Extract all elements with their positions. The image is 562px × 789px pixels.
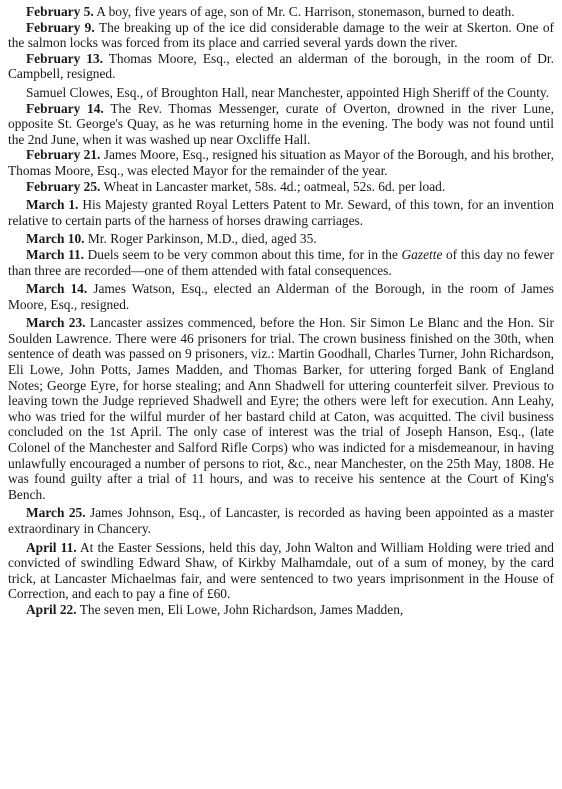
entry-feb-25: [8, 179, 554, 195]
entry-feb-13: [8, 51, 554, 82]
entry-date: March 11.: [26, 246, 84, 262]
entry-mar-1: [8, 197, 554, 228]
entry-date: April 22.: [26, 601, 77, 617]
entry-date: March 14.: [26, 281, 88, 297]
entry-date: April 11.: [26, 539, 77, 555]
entry-apr-22: [8, 602, 554, 618]
entry-text-before: Duels seem to be very common about this time, for in the: [87, 246, 402, 262]
entry-text: Mr. Roger Parkinson, M.D., died, aged 35.: [87, 231, 317, 247]
entry-text: The Rev. Thomas Messenger, curate of Overton, drowned in the river Lune, opposite St. George's Quay, as he was returning home in the evening. The body was not found until the 2nd June, when it was washed up near Oxcliffe Hall.: [8, 100, 555, 147]
gazette-italic: Gazette: [401, 246, 443, 262]
entry-date: March 10.: [26, 231, 85, 247]
entry-date: March 25.: [26, 505, 86, 521]
entry-date: February 5.: [26, 4, 94, 19]
entry-text: Wheat in Lancaster market, 58s. 4d.; oatmeal, 52s. 6d. per load.: [103, 178, 446, 194]
entry-feb-9: [8, 20, 554, 51]
entry-mar-11: [8, 247, 554, 278]
entry-mar-25: [8, 505, 554, 536]
entry-feb-14: [8, 101, 554, 148]
entry-mar-23: [8, 315, 554, 502]
entry-text: Thomas Moore, Esq., elected an alderman of the borough, in the room of Dr. Campbell, resigned.: [8, 50, 555, 82]
entry-text: A boy, five years of age, son of Mr. C. Harrison, stonemason, burned to death.: [96, 4, 515, 19]
entry-date: February 21.: [26, 147, 101, 163]
entry-text-after: of this day no fewer than three are recorded—one of them attended with fatal consequences.: [8, 246, 554, 278]
entry-text: James Moore, Esq., resigned his situation as Mayor of the Borough, and his brother, Thomas Moore, Esq., was elected Mayor for the remainder of the year.: [8, 147, 554, 178]
entry-high-sheriff: [8, 85, 554, 101]
entry-text: Lancaster assizes commenced, before the Hon. Sir Simon Le Blanc and the Hon. Sir Soulden Lawrence. There were 46 prisoners for trial. The crown business finished on the 30th, when sentence of death was passed on 9 prisoners, viz.: Martin Goodhall, Charles Turner, John Richardson, Eli Lowe, John Potts, James Madden, and Thomas Barker, for uttering forged Bank of England Notes; George Eyre, for horse stealing; and Ann Shadwell for uttering counterfeit silver. Previous to leaving town the Judge reprieved Shadwell and Eyre; the others were left for execution. Ann Leahy, who was tried for the wilful murder of her bastard child at Caton, was acquitted. The civil business concluded on the 1st April. The only case of interest was the trial of Joseph Hanson, Esq., (late Colonel of the Manchester and Salford Rifle Corps) who was indicted for a misdemeanour, in having unlawfully encouraged a number of persons to riot, &c., near Manchester, on the 25th May, 1808. He was found guilty after a trial of 11 hours, and was to receive his sentence at the Court of King's Bench.: [8, 315, 554, 502]
entry-apr-11: [8, 540, 554, 602]
entry-feb-21: [8, 147, 554, 178]
entry-date: February 13.: [26, 50, 103, 66]
entry-text: At the Easter Sessions, held this day, John Walton and William Holding were tried and convicted of swindling Edward Shaw, of Kirkby Malhamdale, out of a sum of money, by the card trick, at Lancaster Michaelmas fair, and were sentenced to two years imprisonment in the House of Correction, and each to pay a fine of £60.: [8, 539, 554, 602]
entry-text: The breaking up of the ice did considerable damage to the weir at Skerton. One of the salmon locks was forced from its place and carried several yards down the river.: [8, 19, 555, 51]
entry-mar-10: [8, 231, 554, 247]
entry-text: James Johnson, Esq., of Lancaster, is recorded as having been appointed as a master extraordinary in Chancery.: [8, 505, 554, 536]
entry-date: February 9.: [26, 19, 95, 35]
entry-text: His Majesty granted Royal Letters Patent to Mr. Seward, of this town, for an invention relative to certain parts of the harness of horses drawing carriages.: [8, 197, 554, 228]
entry-date: March 23.: [26, 315, 86, 331]
entry-text: Samuel Clowes, Esq., of Broughton Hall, near Manchester, appointed High Sheriff of the County.: [26, 84, 550, 100]
entry-date: February 25.: [26, 178, 101, 194]
entry-text: The seven men, Eli Lowe, John Richardson, James Madden,: [79, 601, 404, 617]
entry-date: March 1.: [26, 197, 79, 213]
entry-date: February 14.: [26, 100, 104, 116]
entry-mar-14: [8, 281, 554, 312]
entry-feb-5: [8, 4, 554, 20]
entry-text: James Watson, Esq., elected an Alderman of the Borough, in the room of James Moore, Esq., resigned.: [8, 281, 554, 312]
